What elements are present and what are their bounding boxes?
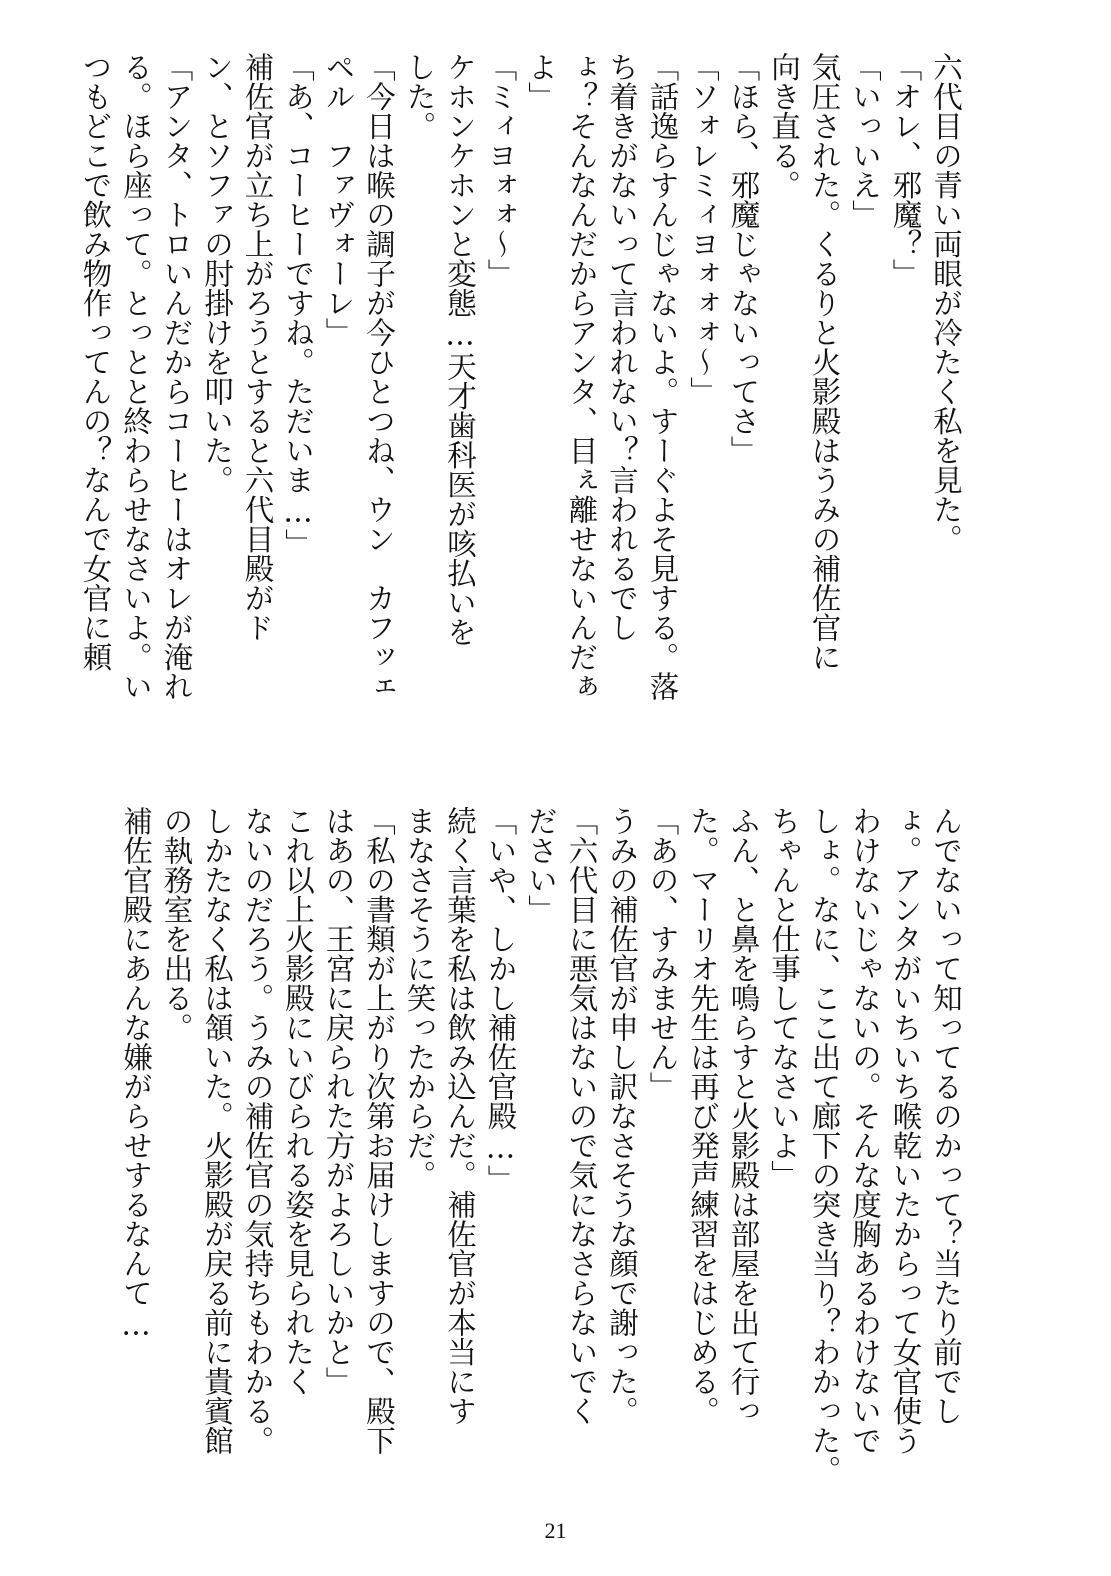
text-line: 「あの、すみません」	[645, 806, 680, 1101]
text-line: 六代目の青い両眼が冷たく私を見た。	[929, 52, 963, 554]
text-line: ペル ファヴォーレ」	[321, 52, 356, 347]
text-line: つもどこで飲み物作ってんの？なんで女官に頼	[78, 52, 113, 672]
text-line: 続く言葉を私は飲み込んだ。補佐官が本当にす	[443, 806, 477, 1426]
text-line: 「ソォレミィヨォォォ〜」	[686, 52, 720, 406]
text-line: 「今日は喉の調子が今ひとつね、ウン カフッェ	[362, 52, 396, 701]
bottom-text-block	[119, 806, 966, 1486]
text-line: よ」	[524, 52, 558, 111]
text-line: ふん、と鼻を鳴らすと火影殿は部屋を出て行っ	[726, 806, 761, 1426]
text-line: 「話逸らすんじゃないよ。すーぐよそ見する。落	[645, 52, 680, 701]
text-line: うみの補佐官が申し訳なさそうな顔で謝った。	[605, 806, 639, 1426]
text-line: 「六代目に悪気はないので気になさらないでく	[564, 806, 599, 1426]
text-line: の執務室を出る。	[159, 806, 194, 1042]
text-line: 「ミィヨォォ〜」	[483, 52, 518, 288]
text-line: 気圧された。くるりと火影殿はうみの補佐官に	[807, 52, 842, 672]
text-line: 「いや、しかし補佐官殿…」	[483, 806, 518, 1194]
text-line: ン、とソファの肘掛けを叩いた。	[200, 52, 234, 495]
text-line: はあの、王宮に戻られた方がよろしいかと」	[321, 806, 356, 1396]
text-line: わけないじゃないの。そんな度胸あるわけないで	[848, 806, 882, 1455]
text-line: る。ほら座って。とっとと終わらせなさいよ。い	[119, 52, 153, 701]
text-line: た。マーリオ先生は再び発声練習をはじめる。	[686, 806, 720, 1426]
text-line: ち着きがないって言われない？言われるでし	[605, 52, 639, 642]
text-line: 「私の書類が上がり次第お届けしますので、殿下	[362, 806, 396, 1455]
text-line: ちゃんと仕事してなさいよ」	[767, 806, 801, 1190]
top-text-block	[78, 52, 966, 732]
text-line: ょ？そんなんだからアンタ、目ぇ離せないんだぁ	[564, 52, 599, 701]
text-line: 「あ、コーヒーですね。ただいま…」	[281, 52, 315, 558]
text-line: 「いっいえ」	[848, 52, 882, 229]
text-line: 補佐官が立ち上がろうとすると六代目殿がド	[240, 52, 275, 642]
text-line: 向き直る。	[767, 52, 801, 200]
text-line: まなさそうに笑ったからだ。	[402, 806, 437, 1190]
text-line: ないのだろう。うみの補佐官の気持ちもわかる。	[240, 806, 275, 1455]
text-line: ださい」	[524, 806, 558, 924]
text-line: した。	[402, 52, 437, 141]
text-line: 「オレ、邪魔？」	[888, 52, 923, 288]
text-line: しかたなく私は頷いた。火影殿が戻る前に貴賓館	[200, 806, 234, 1455]
text-line: 「アンタ、トロいんだからコーヒーはオレが淹れ	[159, 52, 194, 701]
text-line: これ以上火影殿にいびられる姿を見られたく	[281, 806, 315, 1396]
text-line: しょ。なに、ここ出て廊下の突き当り？わかった。	[807, 806, 842, 1485]
page-number: 21	[544, 1518, 567, 1543]
text-line: ょ。アンタがいちいち喉乾いたからって女官使う	[888, 806, 923, 1455]
text-line: んでないって知ってるのかって？当たり前でし	[929, 806, 963, 1426]
text-line: 「ほら、邪魔じゃないってさ」	[726, 52, 761, 465]
text-line: ケホンケホンと変態…天才歯科医が咳払いを	[443, 52, 477, 647]
text-line: 補佐官殿にあんな嫌がらせするなんて…	[119, 806, 153, 1342]
